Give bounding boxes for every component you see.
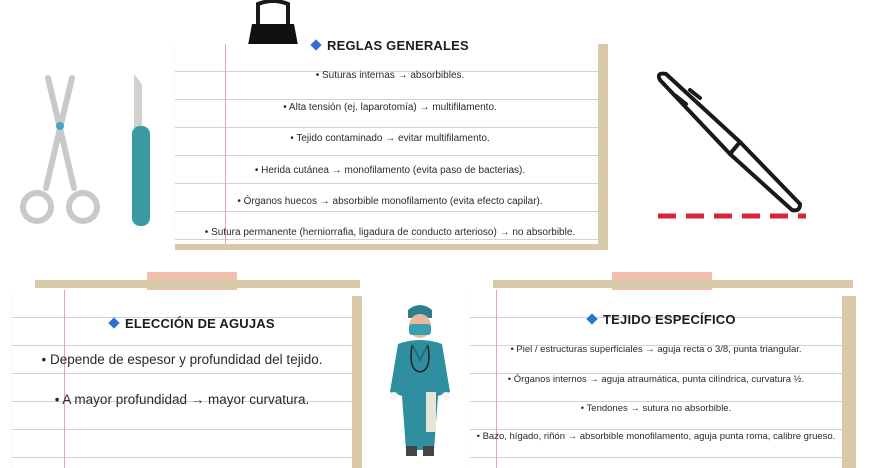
list-item: • Depende de espesor y profundidad del tejido. <box>12 352 352 367</box>
list-item: • Órganos internos → aguja atraumática, punta cilíndrica, curvatura ½. <box>444 374 868 385</box>
diamond-bullet-icon <box>586 313 597 324</box>
list-item: • Herida cutánea → monofilamento (evita paso de bacterias). <box>160 165 620 176</box>
diamond-bullet-icon <box>108 317 119 328</box>
paper-edge <box>352 296 362 468</box>
tejido-title: TEJIDO ESPECÍFICO <box>588 312 736 327</box>
paper-edge <box>493 280 853 288</box>
list-item: • Tendones → sutura no absorbible. <box>444 403 868 414</box>
list-item: • A mayor profundidad → mayor curvatura. <box>12 392 352 407</box>
list-item: • Órganos huecos → absorbible monofilamento (evita efecto capilar). <box>160 196 620 207</box>
list-item: • Bazo, hígado, riñón → absorbible monofilamento, aguja punta roma, calibre grueso. <box>444 431 868 442</box>
scissors-icon <box>10 70 110 230</box>
tejido-list <box>444 344 868 444</box>
list-item: • Sutura permanente (herniorrafia, ligadura de conducto arterioso) → no absorbible. <box>160 227 620 238</box>
agujas-title: ELECCIÓN DE AGUJAS <box>110 316 275 331</box>
scalpel-icon <box>122 70 156 230</box>
list-item: • Piel / estructuras superficiales → aguja recta o 3/8, punta triangular. <box>444 344 868 355</box>
list-item: • Tejido contaminado → evitar multifilamento. <box>160 133 620 144</box>
agujas-list <box>12 352 352 422</box>
reglas-list <box>160 70 620 250</box>
surgical-knife-icon <box>652 66 812 226</box>
list-item: • Suturas internas → absorbibles. <box>160 70 620 81</box>
reglas-title: REGLAS GENERALES <box>312 38 469 53</box>
diamond-bullet-icon <box>310 39 321 50</box>
paper-edge <box>35 280 360 288</box>
list-item: • Alta tensión (ej. laparotomía) → multifilamento. <box>160 102 620 113</box>
